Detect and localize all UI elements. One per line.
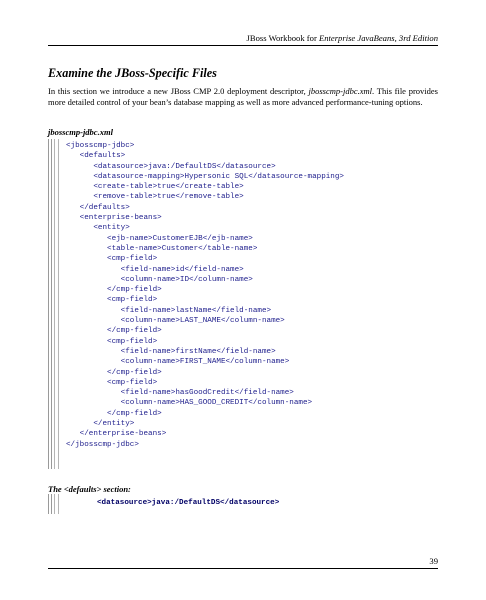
code-line: <jbosscmp-jdbc> [66, 142, 135, 150]
code-line: <cmp-field> [66, 255, 158, 264]
intro-text-part2: . This file provides more detailed control of your bean’s database mapping as well as more advanced performance-tuning options. [48, 86, 438, 107]
page-number: 39 [429, 556, 438, 566]
running-header-prefix: JBoss Workbook for [246, 33, 319, 43]
code-line: <enterprise-beans> [66, 214, 162, 223]
code-line: <ejb-name>CustomerEJB</ejb-name> [66, 234, 253, 243]
code-line: <datasource-mapping>Hypersonic SQL</datasource-mapping> [66, 172, 344, 181]
code-line: <table-name>Customer</table-name> [66, 244, 258, 253]
code-listing-defaults-section [48, 494, 438, 514]
code-line: </cmp-field> [66, 409, 162, 418]
header-rule [48, 45, 438, 46]
footer-rule [48, 568, 438, 569]
code-line: </cmp-field> [66, 286, 162, 295]
code-line: <field-name>firstName</field-name> [66, 347, 276, 356]
listing-caption-defaults-section: The <defaults> section: [48, 484, 131, 494]
code-line: <field-name>hasGoodCredit</field-name> [66, 389, 294, 398]
code-line: <column-name>HAS_GOOD_CREDIT</column-name> [66, 399, 313, 408]
code-line: </defaults> [66, 203, 130, 212]
code-line: <cmp-field> [66, 296, 158, 305]
code-line: <cmp-field> [66, 378, 158, 387]
listing-caption-jbosscmp-jdbc: jbosscmp-jdbc.xml [48, 127, 113, 137]
code-line: <column-name>LAST_NAME</column-name> [66, 317, 285, 326]
code-line: <entity> [66, 224, 130, 233]
code-lines [97, 498, 279, 508]
code-line: <datasource>java:/DefaultDS</datasource> [66, 162, 276, 171]
code-line: </entity> [66, 420, 135, 429]
code-line: <remove-table>true</remove-table> [66, 193, 244, 202]
intro-filename: jbosscmp-jdbc.xml [308, 86, 373, 96]
code-line: </cmp-field> [66, 327, 162, 336]
code-lines [66, 141, 344, 450]
running-header-book-title: Enterprise JavaBeans, 3rd Edition [318, 33, 438, 43]
code-line: </enterprise-beans> [66, 430, 167, 439]
code-line: </cmp-field> [66, 368, 162, 377]
code-line: <create-table>true</create-table> [66, 183, 244, 192]
section-title: Examine the JBoss-Specific Files [48, 66, 217, 80]
code-line: </jbosscmp-jdbc> [66, 440, 139, 449]
intro-text-part1: In this section we introduce a new JBoss CMP 2.0 deployment descriptor, [48, 86, 309, 96]
code-line: <field-name>id</field-name> [66, 265, 244, 274]
code-line: <defaults> [66, 152, 126, 161]
intro-paragraph [48, 86, 438, 108]
code-line: <column-name>FIRST_NAME</column-name> [66, 358, 290, 367]
code-line: <datasource>java:/DefaultDS</datasource> [97, 499, 280, 507]
code-line: <field-name>lastName</field-name> [66, 306, 272, 315]
code-line: <cmp-field> [66, 337, 158, 346]
code-listing-jbosscmp-jdbc [48, 139, 438, 469]
running-header [48, 33, 438, 44]
code-line: <column-name>ID</column-name> [66, 275, 253, 284]
